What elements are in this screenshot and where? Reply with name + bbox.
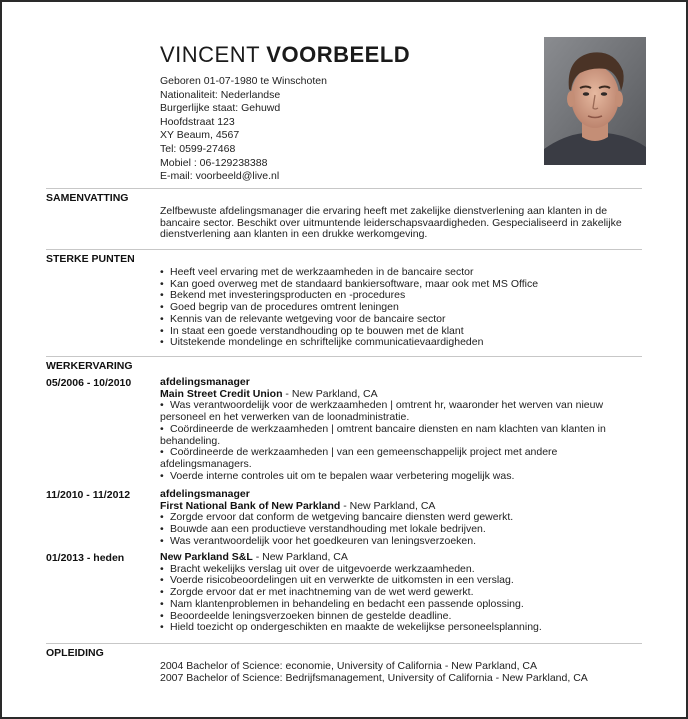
- bullet-text: Nam klantenproblemen in behandeling en bedacht een passende oplossing.: [170, 597, 524, 610]
- bullet-text: Voerde interne controles uit om te bepalen waar verbetering mogelijk was.: [170, 469, 515, 482]
- phone-line: Tel: 0599-27468: [160, 142, 236, 155]
- bullet-icon: •: [160, 336, 164, 349]
- bullet-icon: •: [160, 534, 164, 547]
- address-street: Hoofdstraat 123: [160, 115, 235, 128]
- job-1-location: - New Parkland, CA: [282, 387, 378, 400]
- bullet-item: [160, 337, 642, 349]
- job-1-bullets: [160, 400, 642, 482]
- job-3-bullets: [160, 564, 642, 634]
- job-3: [160, 552, 642, 634]
- job-1-title: afdelingsmanager: [160, 376, 250, 388]
- portrait-illustration: [544, 37, 646, 165]
- nationality-line: Nationaliteit: Nederlandse: [160, 88, 281, 101]
- bullet-text: Bouwde aan een productieve verstandhouding met lokale bedrijven.: [170, 523, 486, 536]
- bullet-icon: •: [160, 597, 164, 610]
- education-line: 2007 Bachelor of Science: Bedrijfsmanagement, University of California - New Parkland, CA: [160, 671, 588, 684]
- bullet-item: [160, 424, 642, 447]
- bullet-icon: •: [160, 324, 164, 337]
- section-divider: [46, 643, 642, 644]
- job-2: [160, 489, 642, 548]
- bullet-icon: •: [160, 609, 164, 622]
- summary-heading: SAMENVATTING: [46, 192, 129, 204]
- address-city: XY Beaum, 4567: [160, 129, 240, 142]
- job-3-employer: New Parkland S&L: [160, 551, 253, 563]
- bullet-text: Kan goed overweg met de standaard bankiersoftware, maar ook met MS Office: [170, 277, 539, 290]
- section-divider: [46, 249, 642, 250]
- strengths-list: [160, 267, 642, 349]
- bullet-icon: •: [160, 586, 164, 599]
- bullet-text: Hield toezicht op ondergeschikten en maakte de wekelijkse personeelsplanning.: [170, 621, 542, 634]
- last-name: VOORBEELD: [266, 42, 411, 67]
- bullet-icon: •: [160, 301, 164, 314]
- bullet-text: Voerde risicobeoordelingen uit en verwerkte de uitkomsten in een verslag.: [170, 574, 514, 587]
- education-block: [160, 661, 642, 684]
- bullet-icon: •: [160, 511, 164, 524]
- experience-heading: WERKERVARING: [46, 360, 133, 372]
- bullet-text: Goed begrip van de procedures omtrent leningen: [170, 301, 399, 314]
- bullet-text: In staat een goede verstandhouding op te bouwen met de klant: [170, 324, 464, 337]
- bullet-icon: •: [160, 399, 164, 412]
- job-2-bullets: [160, 512, 642, 547]
- bullet-text: Uitstekende mondelinge en schriftelijke communicatievaardigheden: [170, 336, 484, 349]
- bullet-text: Kennis van de relevante wetgeving voor de bancaire sector: [170, 312, 446, 325]
- bullet-text: Coördineerde de werkzaamheden | omtrent bancaire diensten en nam klachten van klanten in behandeling.: [160, 422, 606, 447]
- job-1: [160, 377, 642, 482]
- bullet-text: Heeft veel ervaring met de werkzaamheden in de bancaire sector: [170, 266, 474, 278]
- bullet-icon: •: [160, 469, 164, 482]
- summary-text: [160, 206, 642, 241]
- bullet-text: Was verantwoordelijk voor het goedkeuren van leningsverzoeken.: [170, 534, 477, 547]
- bullet-icon: •: [160, 446, 164, 459]
- job-2-employer: First National Bank of New Parkland: [160, 499, 341, 512]
- bullet-icon: •: [160, 266, 164, 278]
- strengths-heading: STERKE PUNTEN: [46, 253, 135, 265]
- job-1-dates: 05/2006 - 10/2010: [46, 377, 132, 389]
- bullet-icon: •: [160, 422, 164, 435]
- strengths-block: [160, 267, 642, 349]
- bullet-item: [160, 536, 642, 548]
- bullet-icon: •: [160, 621, 164, 634]
- bullet-text: Bekend met investeringsproducten en -procedures: [170, 289, 406, 302]
- job-1-employer: Main Street Credit Union: [160, 387, 283, 400]
- summary-paragraph: Zelfbewuste afdelingsmanager die ervaring heeft met zakelijke dienstverlening aan klanten in de bancaire sector. Beschikt over uitmuntende leiderschapsvaardigheden. Gespecialiseerd in zakelijke dienstverlening aan klanten in een drukke werkomgeving.: [160, 205, 622, 241]
- bullet-item: [160, 400, 642, 423]
- bullet-text: Zorgde ervoor dat er met inachtneming van de wet werd gewerkt.: [170, 586, 474, 599]
- bullet-icon: •: [160, 312, 164, 325]
- job-2-title: afdelingsmanager: [160, 488, 250, 500]
- bullet-icon: •: [160, 289, 164, 302]
- bullet-icon: •: [160, 562, 164, 575]
- email-line: E-mail: voorbeeld@live.nl: [160, 170, 280, 183]
- bullet-item: [160, 447, 642, 470]
- candidate-name: [160, 42, 410, 68]
- bullet-text: Bracht wekelijks verslag uit over de uitgevoerde werkzaamheden.: [170, 562, 475, 575]
- job-2-location: - New Parkland, CA: [340, 499, 436, 512]
- section-divider: [46, 356, 642, 357]
- bullet-text: Zorgde ervoor dat conform de wetgeving bancaire diensten werd gewerkt.: [170, 511, 514, 524]
- bullet-text: Coördineerde de werkzaamheden | van een gemeenschappelijk project met andere afdelingsmanagers.: [160, 446, 558, 470]
- bullet-icon: •: [160, 277, 164, 290]
- job-2-dates: 11/2010 - 11/2012: [46, 489, 131, 501]
- profile-photo: [544, 37, 646, 165]
- contact-details: [160, 75, 327, 184]
- bullet-item: [160, 622, 642, 634]
- bullet-icon: •: [160, 523, 164, 536]
- education-line: 2004 Bachelor of Science: economie, University of California - New Parkland, CA: [160, 660, 538, 672]
- bullet-icon: •: [160, 574, 164, 587]
- first-name: VINCENT: [160, 42, 260, 67]
- job-3-dates: 01/2013 - heden: [46, 552, 125, 564]
- bullet-item: [160, 471, 642, 483]
- job-3-location: - New Parkland, CA: [252, 551, 348, 563]
- bullet-text: Beoordeelde leningsverzoeken binnen de gestelde deadline.: [170, 609, 452, 622]
- mobile-line: Mobiel : 06-129238388: [160, 156, 268, 169]
- section-divider: [46, 188, 642, 189]
- birth-line: Geboren 01-07-1980 te Winschoten: [160, 75, 327, 87]
- education-heading: OPLEIDING: [46, 647, 104, 659]
- marital-status-line: Burgerlijke staat: Gehuwd: [160, 102, 281, 115]
- bullet-text: Was verantwoordelijk voor de werkzaamheden | omtrent hr, waaronder het werven van nieuw personeel en het verwerken van de loonadministratie.: [160, 399, 604, 424]
